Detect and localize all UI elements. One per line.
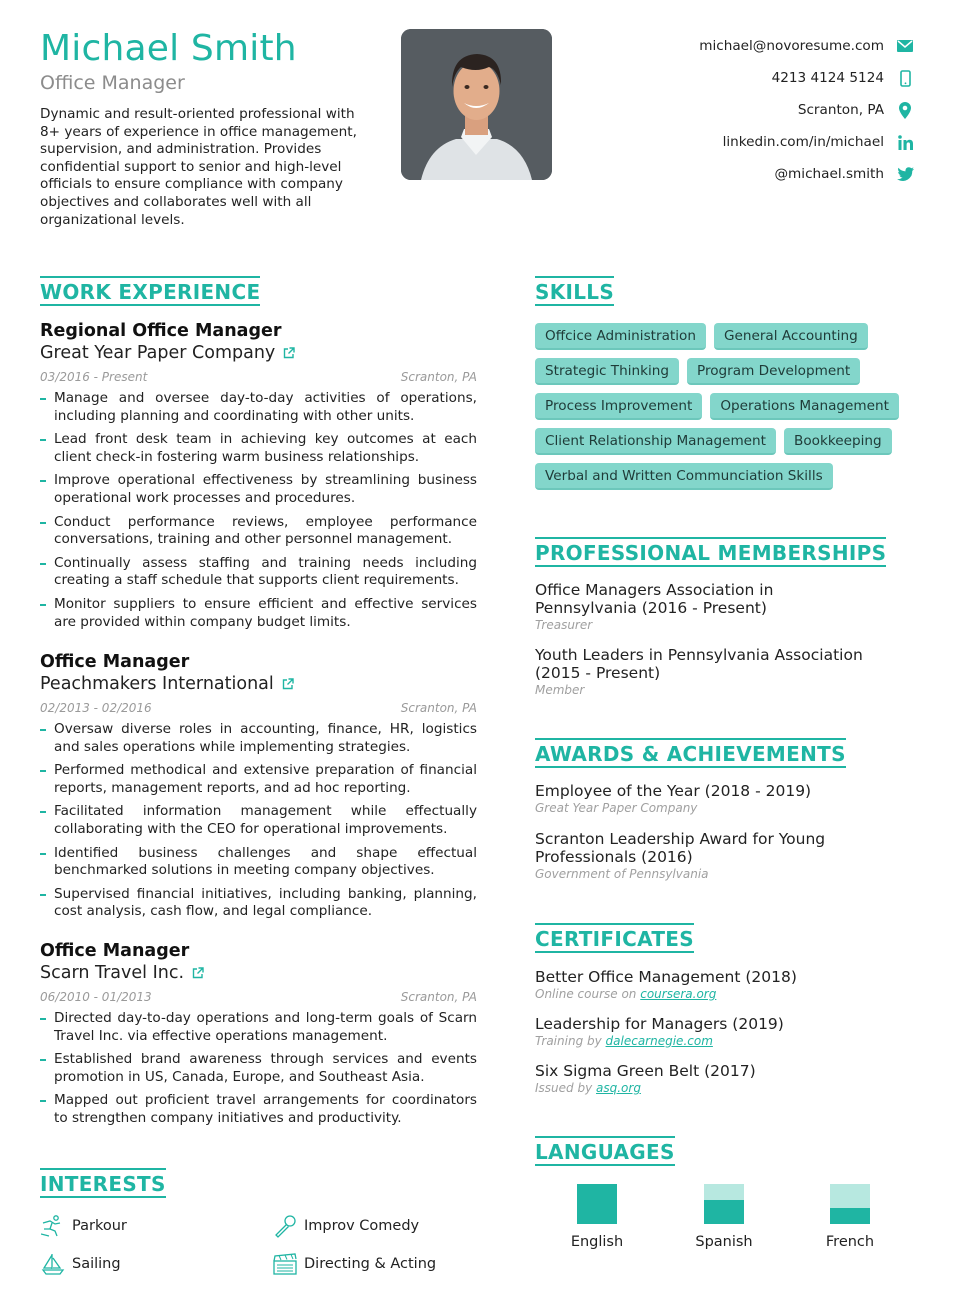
contact-list: [699, 30, 914, 190]
interest-label: Directing & Acting: [304, 1256, 437, 1272]
job-title: Office Manager: [40, 941, 190, 961]
contact-phone-text[interactable]: 4213 4124 5124: [771, 70, 884, 86]
interest-label: Parkour: [72, 1218, 127, 1234]
parkour-icon: [40, 1213, 66, 1239]
language-name: French: [825, 1234, 875, 1250]
list-item: Manage and oversee day-to-day activities of operations, including planning and coordinating with other units.: [40, 390, 477, 425]
job-dates: 03/2016 - Present: [40, 370, 148, 384]
language-level-bar: [704, 1184, 744, 1224]
job-bullets: [40, 1010, 477, 1128]
list-item: Performed methodical and extensive preparation of financial reports, management reports, and ad hoc reporting.: [40, 762, 477, 797]
language-item: [674, 1184, 774, 1250]
job-entry: [40, 651, 477, 927]
list-item: Lead front desk team in achieving key outcomes at each client check-in fostering warm business relationships.: [40, 431, 477, 466]
job-location: Scranton, PA: [400, 701, 477, 715]
language-name: English: [570, 1234, 624, 1250]
language-item: [547, 1184, 647, 1250]
language-level-fill: [704, 1200, 744, 1224]
certificate-title: Six Sigma Green Belt (2017): [535, 1062, 756, 1080]
job-company-name[interactable]: Scarn Travel Inc.: [40, 963, 185, 983]
external-link-icon[interactable]: [283, 347, 295, 359]
candidate-name: Michael Smith: [40, 28, 297, 69]
list-item: Facilitated information management while effectually collaborating with the CEO for operational improvements.: [40, 803, 477, 838]
linkedin-icon: [896, 133, 914, 151]
sailboat-icon: [40, 1251, 66, 1277]
section-title-languages: LANGUAGES: [535, 1136, 675, 1166]
list-item: Mapped out proficient travel arrangements for coordinators to strengthen company initiatives and productivity.: [40, 1092, 477, 1127]
contact-twitter-text[interactable]: @michael.smith: [774, 166, 884, 182]
certificate-link[interactable]: dalecarnegie.com: [605, 1034, 713, 1048]
microphone-icon: [272, 1213, 298, 1239]
skill-tag: Program Development: [687, 358, 860, 385]
list-item: Directed day-to-day operations and long-term goals of Scarn Travel Inc. via effective operations management.: [40, 1010, 477, 1045]
language-level-bar: [577, 1184, 617, 1224]
certificate-issuer: [535, 986, 915, 1002]
job-bullets: [40, 390, 477, 631]
job-meta: [40, 369, 477, 385]
membership-title: Office Managers Association in Pennsylvania (2016 - Present): [535, 581, 774, 617]
job-location: Scranton, PA: [400, 990, 477, 1004]
certificate-item: [535, 1015, 915, 1049]
award-item: [535, 830, 835, 882]
avatar-image: [401, 29, 552, 180]
location-icon: [896, 101, 914, 119]
list-item: Oversaw diverse roles in accounting, finance, HR, logistics and sales operations while implementing strategies.: [40, 721, 477, 756]
contact-linkedin-text[interactable]: linkedin.com/in/michael: [722, 134, 884, 150]
certificate-prefix: Online course on: [535, 987, 637, 1001]
award-org: Great Year Paper Company: [535, 801, 698, 815]
certificate-prefix: Issued by: [535, 1081, 593, 1095]
skill-tag: Offcice Administration: [535, 323, 706, 350]
interest-label: Improv Comedy: [304, 1218, 420, 1234]
job-entry: [40, 940, 477, 1134]
contact-email-text[interactable]: michael@novoresume.com: [699, 38, 884, 54]
clapperboard-icon: [272, 1251, 298, 1277]
job-meta: [40, 989, 477, 1005]
skill-tag: Process Improvement: [535, 393, 702, 420]
job-dates: 06/2010 - 01/2013: [40, 990, 152, 1004]
contact-twitter[interactable]: [699, 158, 914, 190]
membership-item: [535, 581, 875, 633]
certificate-item: [535, 1062, 915, 1096]
language-name: Spanish: [695, 1234, 753, 1250]
job-company[interactable]: [40, 673, 477, 695]
membership-role: Treasurer: [535, 618, 593, 632]
list-item: Monitor suppliers to ensure efficient and effective services are provided within company budget limits.: [40, 596, 477, 631]
language-level-fill: [830, 1208, 870, 1224]
list-item: Conduct performance reviews, employee performance conversations, training and other personnel management.: [40, 514, 477, 549]
candidate-role: Office Manager: [40, 72, 185, 94]
email-icon: [896, 37, 914, 55]
contact-location[interactable]: [699, 94, 914, 126]
award-org: Government of Pennsylvania: [535, 867, 709, 881]
interest-item: [40, 1251, 121, 1277]
certificate-issuer: [535, 1080, 915, 1096]
contact-location-text[interactable]: Scranton, PA: [797, 102, 884, 118]
job-company[interactable]: [40, 342, 477, 364]
skill-tag: Bookkeeping: [784, 428, 892, 455]
skill-tag: General Accounting: [714, 323, 868, 350]
certificate-prefix: Training by: [535, 1034, 602, 1048]
interest-label: Sailing: [72, 1256, 121, 1272]
job-company[interactable]: [40, 962, 477, 984]
skill-tag: Operations Management: [710, 393, 899, 420]
twitter-icon: [896, 165, 914, 183]
language-level-fill: [577, 1184, 617, 1224]
certificate-link[interactable]: coursera.org: [640, 987, 717, 1001]
section-title-work: WORK EXPERIENCE: [40, 276, 260, 306]
certificate-title: Better Office Management (2018): [535, 968, 797, 986]
skills-list: [535, 323, 915, 498]
job-title: Regional Office Manager: [40, 321, 282, 341]
skill-tag: Strategic Thinking: [535, 358, 679, 385]
contact-phone[interactable]: [699, 62, 914, 94]
job-company-name[interactable]: Great Year Paper Company: [40, 343, 276, 363]
contact-email[interactable]: [699, 30, 914, 62]
section-title-memberships: PROFESSIONAL MEMBERSHIPS: [535, 537, 886, 567]
external-link-icon[interactable]: [282, 678, 294, 690]
list-item: Continually assess staffing and training needs including creating a staff schedule that supports client requirements.: [40, 555, 477, 590]
language-level-bar: [830, 1184, 870, 1224]
award-item: [535, 782, 915, 816]
interest-item: [40, 1213, 127, 1239]
list-item: Improve operational effectiveness by streamlining business operational work processes and procedures.: [40, 472, 477, 507]
certificate-issuer: [535, 1033, 915, 1049]
section-title-certificates: CERTIFICATES: [535, 923, 694, 953]
award-title: Scranton Leadership Award for Young Professionals (2016): [535, 830, 826, 866]
job-location: Scranton, PA: [400, 370, 477, 384]
list-item: Identified business challenges and shape effectual benchmarked solutions in meeting company objectives.: [40, 845, 477, 880]
list-item: Established brand awareness through services and events promotion in US, Canada, Europe, and Southeast Asia.: [40, 1051, 477, 1086]
skill-tag: Verbal and Written Communciation Skills: [535, 463, 833, 490]
contact-linkedin[interactable]: [699, 126, 914, 158]
phone-icon: [896, 69, 914, 87]
profile-summary: Dynamic and result-oriented professional with 8+ years of experience in office management, supervision, and administration. Provides confidential support to senior and high-level officials to ensure compliance with company objectives and collaborates well with all organizational levels.: [40, 106, 357, 228]
membership-role: Member: [535, 683, 585, 697]
award-title: Employee of the Year (2018 - 2019): [535, 782, 812, 800]
section-title-skills: SKILLS: [535, 276, 614, 306]
profile-photo: [401, 29, 552, 180]
job-dates: 02/2013 - 02/2016: [40, 701, 152, 715]
interest-item: [272, 1251, 436, 1277]
list-item: Supervised financial initiatives, including banking, planning, cost analysis, cash flow, and legal compliance.: [40, 886, 477, 921]
section-title-awards: AWARDS & ACHIEVEMENTS: [535, 738, 846, 768]
certificate-title: Leadership for Managers (2019): [535, 1015, 784, 1033]
job-company-name[interactable]: Peachmakers International: [40, 674, 274, 694]
membership-title: Youth Leaders in Pennsylvania Association (2015 - Present): [535, 646, 863, 682]
job-meta: [40, 700, 477, 716]
external-link-icon[interactable]: [192, 967, 204, 979]
job-bullets: [40, 721, 477, 921]
membership-item: [535, 646, 865, 698]
interest-item: [272, 1213, 419, 1239]
certificate-item: [535, 968, 915, 1002]
section-title-interests: INTERESTS: [40, 1168, 166, 1198]
certificate-link[interactable]: asq.org: [596, 1081, 641, 1095]
job-entry: [40, 320, 477, 637]
job-title: Office Manager: [40, 652, 190, 672]
language-item: [800, 1184, 900, 1250]
skill-tag: Client Relationship Management: [535, 428, 776, 455]
